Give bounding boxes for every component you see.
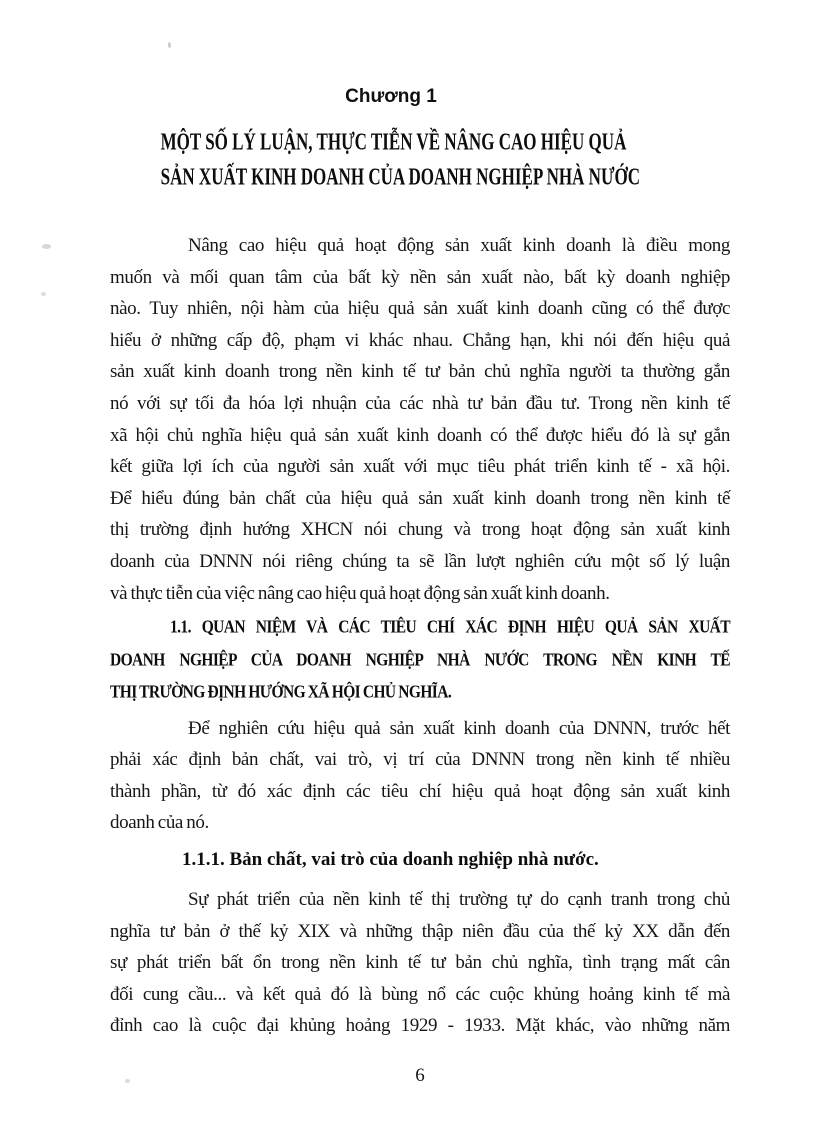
body-line: kết giữa lợi ích của người sản xuất với mục tiêu phát triển kinh tế - xã hội. <box>110 456 730 478</box>
body-line: doanh của DNNN nói riêng chúng ta sẽ lần lượt nghiên cứu một số lý luận <box>110 550 730 572</box>
body-line: Để hiểu đúng bản chất của hiệu quả sản xuất kinh doanh trong nền kinh tế <box>110 487 730 509</box>
body-line: nào. Tuy nhiên, nội hàm của hiệu quả sản xuất kinh doanh cũng có thể được <box>110 298 730 320</box>
body-line: đỉnh cao là cuộc đại khủng hoảng 1929 - 1933. Mặt khác, vào những năm <box>110 1015 730 1037</box>
paragraph-research-intro <box>110 713 730 839</box>
section-heading-line: 1.1. QUAN NIỆM VÀ CÁC TIÊU CHÍ XÁC ĐỊNH HIỆU QUẢ SẢN XUẤT <box>170 617 730 638</box>
page-number: 6 <box>415 1064 425 1086</box>
body-line: Sự phát triển của nền kinh tế thị trường tự do cạnh tranh trong chủ <box>188 889 730 910</box>
section-heading-1-1 <box>110 612 730 710</box>
chapter-title-line-2: SẢN XUẤT KINH DOANH CỦA DOANH NGHIỆP NHÀ NƯỚC <box>160 163 641 190</box>
body-line: xã hội chủ nghĩa hiệu quả sản xuất kinh doanh có thể được hiểu đó là sự gắn <box>110 424 730 446</box>
text-column <box>110 0 730 1090</box>
body-line: doanh của nó. <box>110 812 209 834</box>
section-heading-line: DOANH NGHIỆP CỦA DOANH NGHIỆP NHÀ NƯỚC TRONG NỀN KINH TẾ <box>110 649 730 671</box>
body-line: sự phát triển bất ổn trong nền kinh tế tư bản chủ nghĩa, tình trạng mất cân <box>110 952 730 974</box>
scan-artifact <box>42 244 51 249</box>
body-line: nó với sự tối đa hóa lợi nhuận của các nhà tư bản đầu tư. Trong nền kinh tế <box>110 392 730 414</box>
body-line: Để nghiên cứu hiệu quả sản xuất kinh doanh của DNNN, trước hết <box>188 717 730 739</box>
body-line: đối cung cầu... và kết quả đó là bùng nổ các cuộc khủng hoảng kinh tế mà <box>110 983 730 1005</box>
subsection-heading-1-1-1: 1.1.1. Bản chất, vai trò của doanh nghiệp nhà nước. <box>182 849 599 870</box>
body-line: và thực tiễn của việc nâng cao hiệu quả hoạt động sản xuất kinh doanh. <box>110 582 610 604</box>
section-heading-line: THỊ TRƯỜNG ĐỊNH HƯỚNG XÃ HỘI CHỦ NGHĨA. <box>110 682 452 703</box>
body-line: phải xác định bản chất, vai trò, vị trí của DNNN trong nền kinh tế nhiều <box>110 749 730 771</box>
paragraph-intro <box>110 230 730 609</box>
body-line: muốn và mối quan tâm của bất kỳ nền sản xuất nào, bất kỳ doanh nghiệp <box>110 266 730 288</box>
chapter-title <box>110 124 730 194</box>
body-line: nghĩa tư bản ở thế kỷ XIX và những thập niên đầu của thế kỷ XX dẫn đến <box>110 920 730 942</box>
chapter-title-line-1: MỘT SỐ LÝ LUẬN, THỰC TIỄN VỀ NÂNG CAO HIỆU QUẢ <box>160 128 627 155</box>
body-line: thành phần, từ đó xác định các tiêu chí hiệu quả hoạt động sản xuất kinh <box>110 780 730 802</box>
body-line: hiểu ở những cấp độ, phạm vi khác nhau. Chẳng hạn, khi nói đến hiệu quả <box>110 329 730 351</box>
chapter-label: Chương 1 <box>345 86 437 107</box>
scan-artifact <box>41 292 46 296</box>
paragraph-history <box>110 884 730 1042</box>
body-line: thị trường định hướng XHCN nói chung và trong hoạt động sản xuất kinh <box>110 519 730 541</box>
body-line: Nâng cao hiệu quả hoạt động sản xuất kinh doanh là điều mong <box>188 235 730 256</box>
body-line: sản xuất kinh doanh trong nền kinh tế tư bản chủ nghĩa người ta thường gắn <box>110 361 730 383</box>
